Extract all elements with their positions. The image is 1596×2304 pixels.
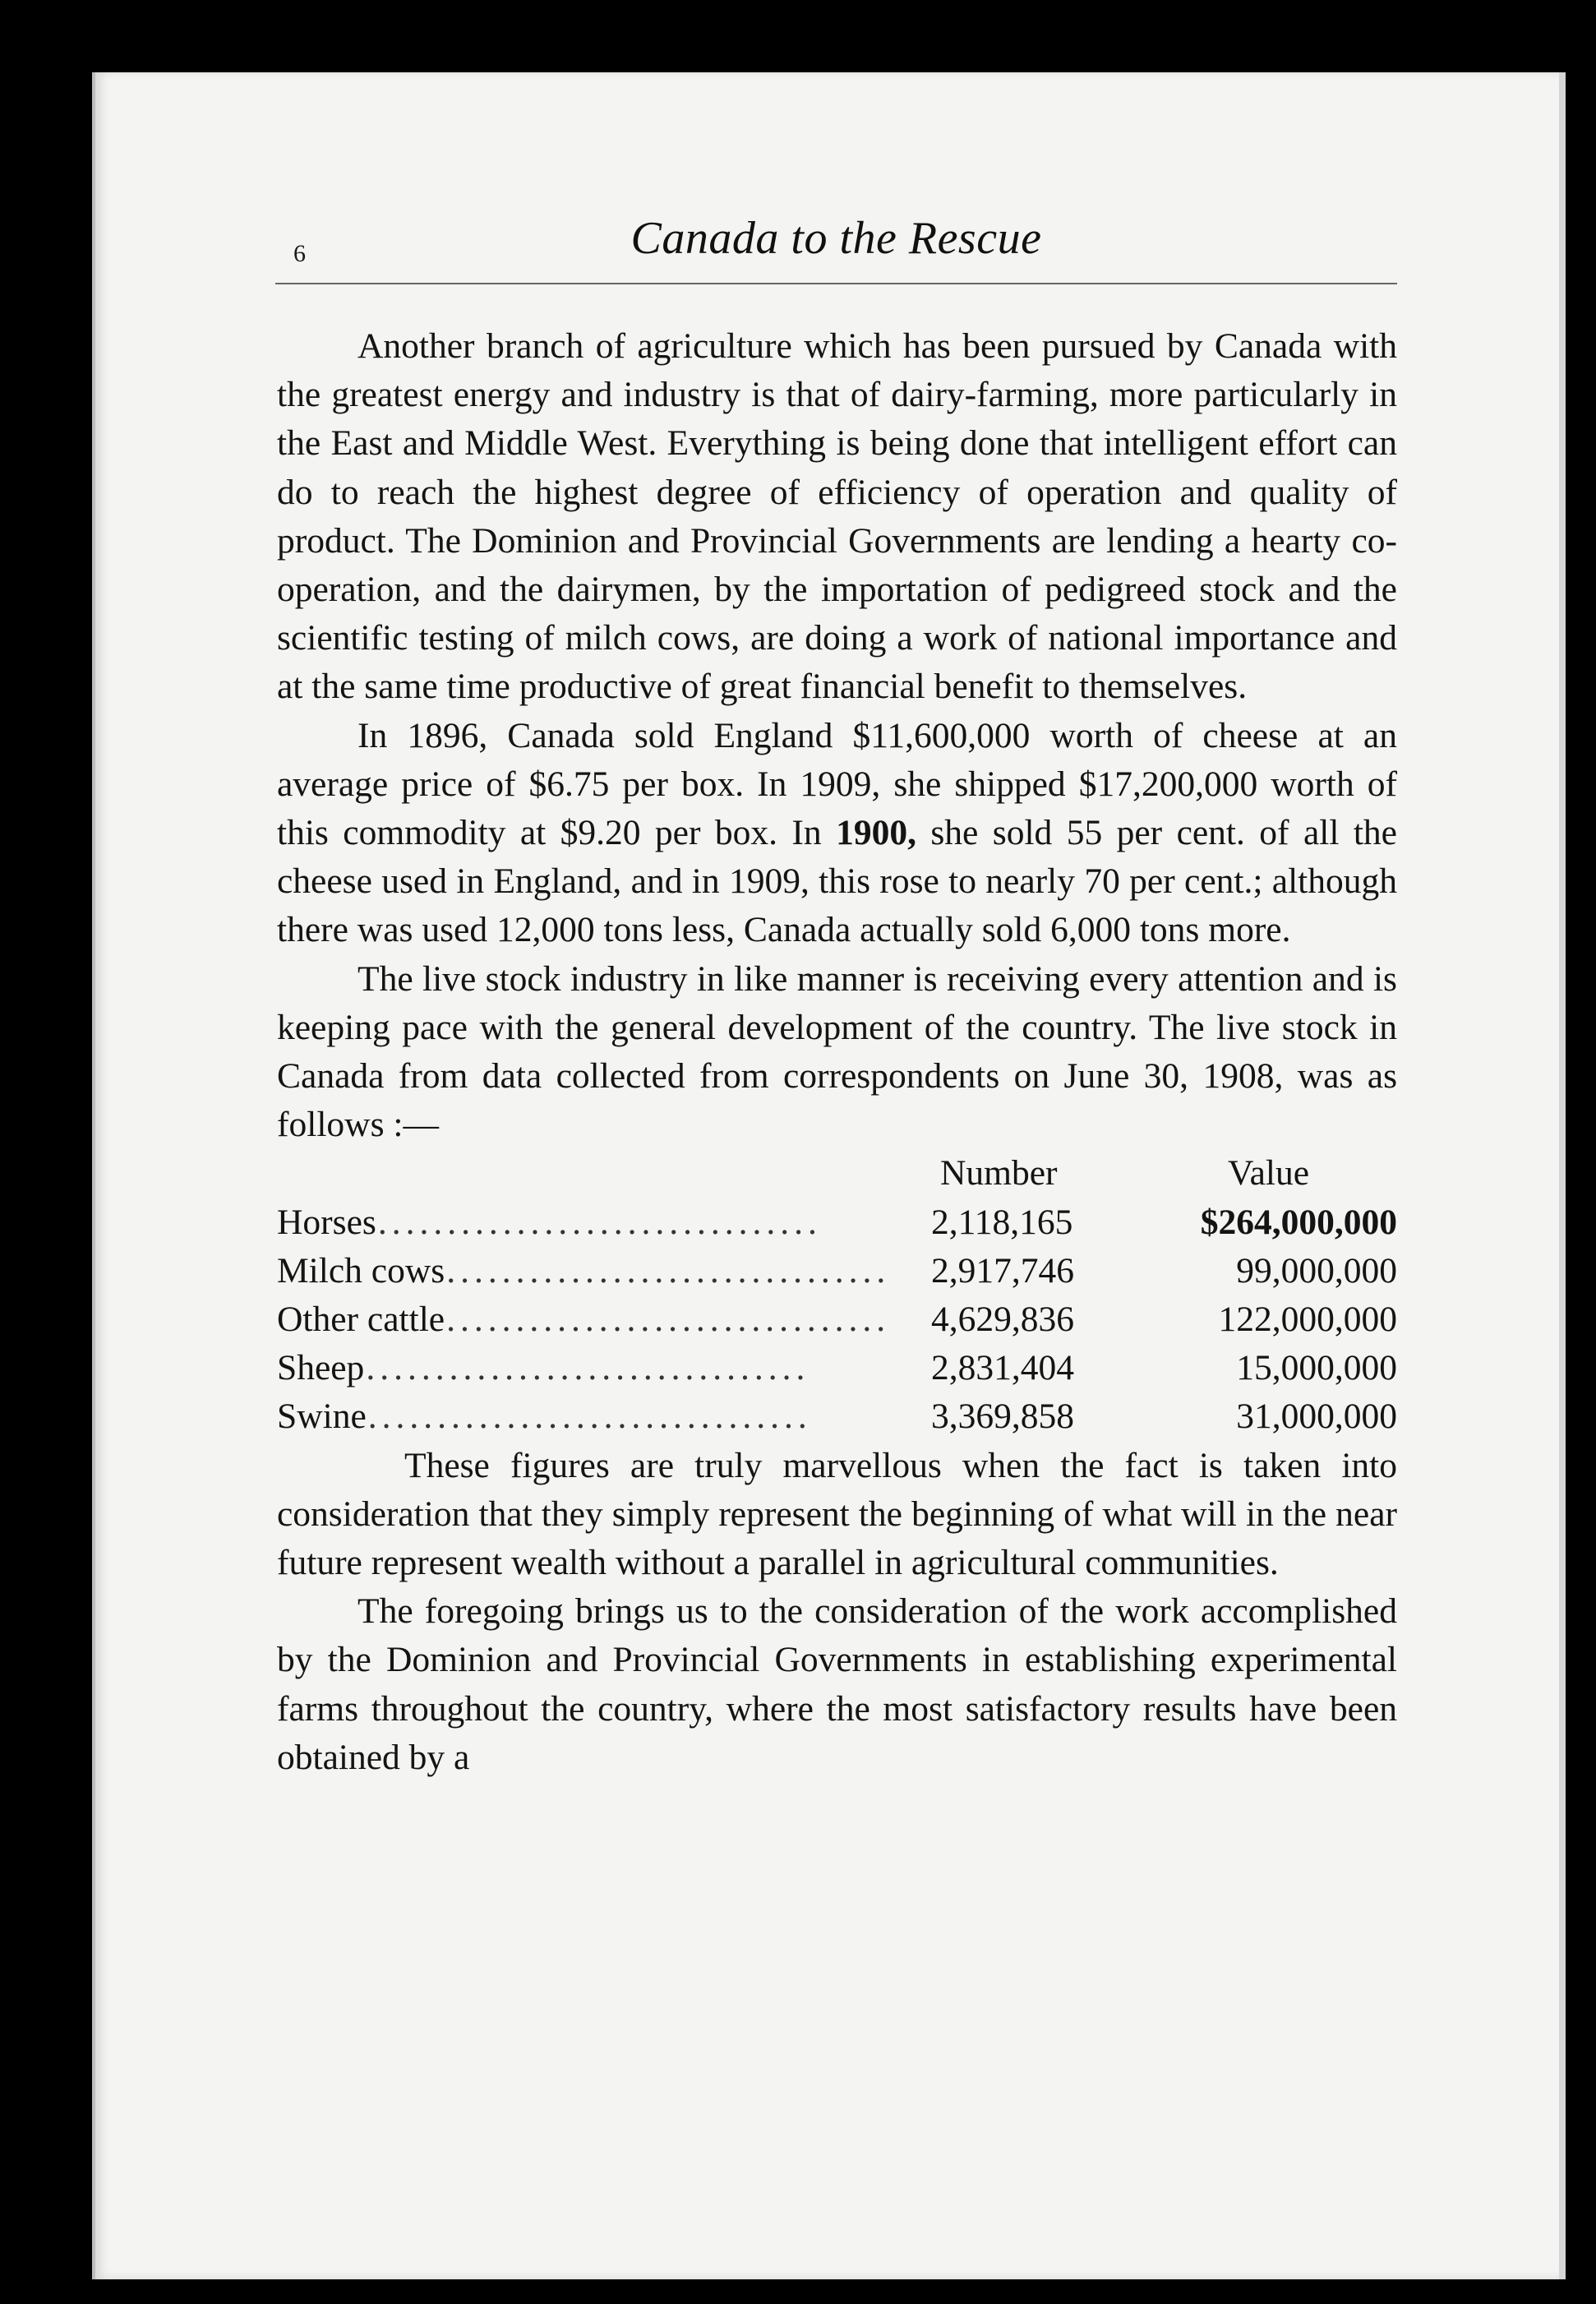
row-value: $264,000,000 — [1200, 1202, 1397, 1242]
table-row — [277, 1198, 1397, 1247]
dot-leader: ................................ — [367, 1397, 812, 1437]
row-value: 31,000,000 — [1236, 1397, 1397, 1437]
paragraph-figures: These figures are truly marvellous when the fact is taken into consideration that they simply represent the beginning of what will in the near future represent wealth without a parallel in agricultural communities. — [277, 1445, 1397, 1582]
bold-year: 1900, — [836, 813, 916, 853]
paragraph-cheese-exports-part-1: In 1896, Canada sold England $11,600,000 worth of cheese at an average price of $6.75 per box. In 1909, she shipped $17,200,000 worth of this commodity at $9.20 per box. In — [277, 715, 1397, 853]
row-number: 2,917,746 — [931, 1250, 1074, 1291]
row-number: 4,629,836 — [931, 1300, 1074, 1340]
paragraph-cheese-exports-part-2: she sold 55 per cent. of all the cheese used in England, and in 1909, this rose to nearly 70 per cent.; although there was used 12,000 tons less, Canada actually sold 6,000 tons more. — [277, 813, 1397, 950]
paragraph-experimental-farms: The foregoing brings us to the consideration of the work accomplished by the Dominion and Provincial Governments in establishing experimental farms throughout the country, where the most satisfactory results have been obtained by a — [277, 1591, 1397, 1777]
page-number: 6 — [293, 240, 306, 267]
row-label: Horses — [277, 1202, 376, 1242]
row-label: Milch cows — [277, 1250, 445, 1291]
table-header — [277, 1149, 1397, 1198]
row-label: Other cattle — [277, 1300, 445, 1340]
row-number: 2,118,165 — [931, 1202, 1073, 1242]
dot-leader: ................................ — [366, 1348, 810, 1388]
header-rule — [275, 283, 1397, 284]
row-value: 15,000,000 — [1236, 1348, 1397, 1388]
paragraph-dairy-farming: Another branch of agriculture which has been pursued by Canada with the greatest energy and industry is that of dairy-farming, more particularly in the East and Middle West. Everything is being done that intelligent effort can do to reach the highest degree of efficiency of operation and quality of product. The Dominion and Provincial Governments are lending a hearty co-operation, and the dairymen, by the importation of pedigreed stock and the scientific testing of milch cows, are doing a work of national importance and at the same time productive of great financial benefit to themselves. — [277, 326, 1397, 707]
dot-leader: ................................ — [377, 1202, 822, 1242]
paragraph-cheese-exports — [277, 712, 1397, 955]
table-row — [277, 1392, 1397, 1441]
table-row — [277, 1344, 1397, 1392]
page-header — [275, 207, 1397, 281]
paragraph-live-stock: The live stock industry in like manner is receiving every attention and is keeping pace with the general development of the country. The live stock in Canada from data collected from correspondents on June 30, 1908, was as follows :— — [277, 958, 1397, 1145]
table-row — [277, 1295, 1397, 1344]
row-label: Swine — [277, 1397, 367, 1437]
table-row — [277, 1247, 1397, 1295]
row-number: 2,831,404 — [931, 1348, 1074, 1388]
livestock-table — [277, 1149, 1397, 1441]
column-header-value: Value — [1228, 1153, 1310, 1194]
running-title: Canada to the Rescue — [630, 213, 1042, 264]
dot-leader: ................................ — [446, 1250, 891, 1291]
dot-leader: ................................ — [446, 1300, 891, 1340]
row-number: 3,369,858 — [931, 1397, 1074, 1437]
page-edge — [1559, 72, 1566, 2279]
row-value: 122,000,000 — [1218, 1300, 1397, 1340]
row-value: 99,000,000 — [1236, 1250, 1397, 1291]
column-header-number: Number — [940, 1153, 1058, 1194]
body-text — [277, 322, 1397, 1782]
row-label: Sheep — [277, 1348, 365, 1388]
